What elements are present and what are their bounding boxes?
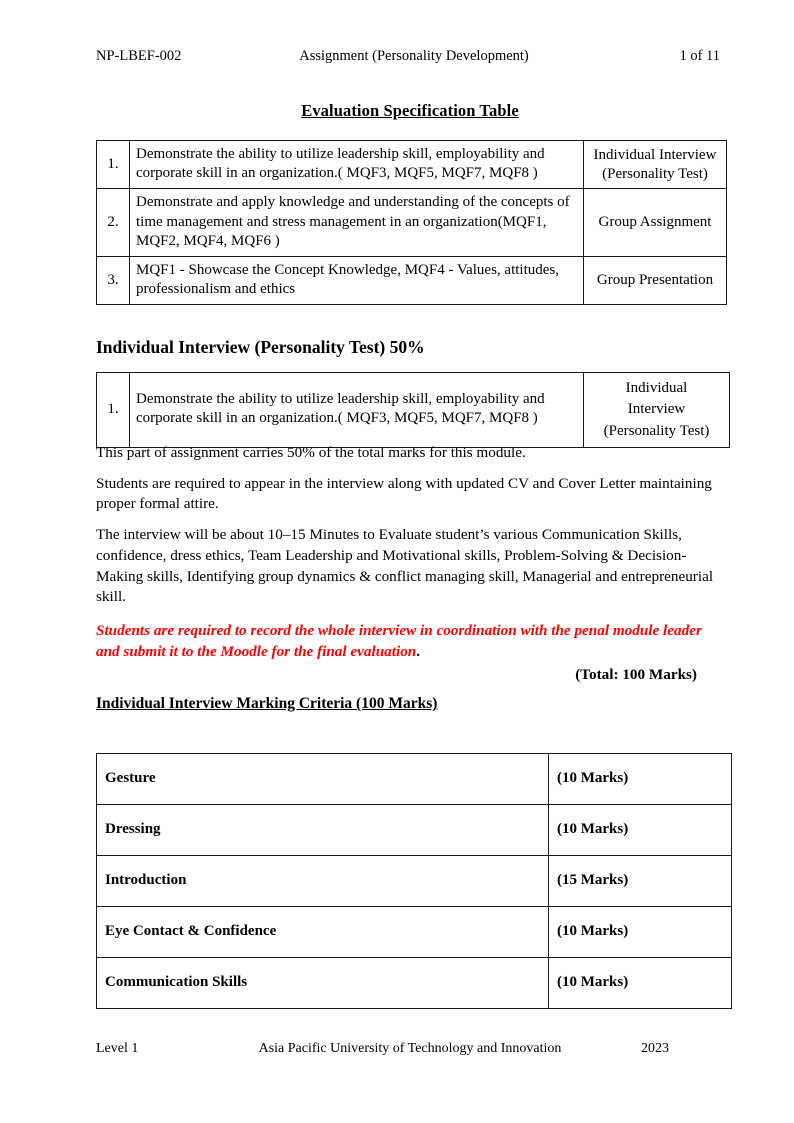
spec-row-number: 1. [97,141,130,189]
section-heading-individual-interview: Individual Interview (Personality Test) 50% [96,337,425,357]
spec-row-mode: Group Assignment [584,189,727,257]
header-title: Assignment (Personality Development) [299,48,529,64]
document-footer [96,1039,724,1059]
interview-row-description: Demonstrate the ability to utilize leadership skill, employability and corporate skill in an organization.( MQF3, MQF5, MQF7, MQF8 ) [130,373,584,448]
individual-interview-table [96,372,730,448]
criterion-marks: (15 Marks) [549,856,732,907]
table-row [97,907,732,958]
table-row [97,373,730,448]
spec-row-number: 3. [97,256,130,304]
spec-row-description: Demonstrate and apply knowledge and understanding of the concepts of time management and stress management in an organization(MQF1, MQF2, MQF4, MQF6 ) [130,189,584,257]
table-row [97,754,732,805]
table-row [97,189,727,257]
recording-note-text: Students are required to record the whole interview in coordination with the penal module leader and submit it to the Moodle for the final evaluation [96,621,702,660]
criterion-name: Eye Contact & Confidence [97,907,549,958]
interview-mode-line-1: Individual [625,380,688,396]
interview-mode-line-3: (Personality Test) [603,422,710,439]
spec-row-description: MQF1 - Showcase the Concept Knowledge, MQF4 - Values, attitudes, professionalism and ethics [130,256,584,304]
recording-note-period: . [416,642,421,660]
marking-criteria-heading: Individual Interview Marking Criteria (100 Marks) [96,695,438,712]
interview-mode-line-2: Interview [627,401,686,418]
evaluation-specification-table [96,140,727,305]
footer-year: 2023 [641,1041,669,1056]
document-header [96,46,724,66]
criterion-name: Dressing [97,805,549,856]
table-row [97,256,727,304]
footer-level: Level 1 [96,1041,139,1056]
criterion-name: Communication Skills [97,958,549,1009]
table-row [97,805,732,856]
page-title: Evaluation Specification Table [301,101,519,120]
spec-row-number: 2. [97,189,130,257]
criterion-marks: (10 Marks) [549,754,732,805]
footer-institution: Asia Pacific University of Technology and Innovation [258,1041,562,1056]
criterion-marks: (10 Marks) [549,958,732,1009]
table-row [97,141,727,189]
marking-criteria-table [96,753,732,1009]
header-page-indicator: 1 of 11 [679,48,720,64]
total-marks-line: (Total: 100 Marks) [575,666,697,683]
body-text-block [96,443,716,662]
spec-row-description: Demonstrate the ability to utilize leadership skill, employability and corporate skill in an organization.( MQF3, MQF5, MQF7, MQF8 ) [130,141,584,189]
criterion-name: Introduction [97,856,549,907]
spec-row-mode: Group Presentation [584,256,727,304]
criterion-marks: (10 Marks) [549,907,732,958]
header-doc-code: NP-LBEF-002 [96,48,182,64]
interview-row-number: 1. [97,373,130,448]
criterion-name: Gesture [97,754,549,805]
paragraph-recording-note [96,621,716,662]
criterion-marks: (10 Marks) [549,805,732,856]
spec-row-mode: Individual Interview (Personality Test) [584,141,727,189]
table-row [97,856,732,907]
table-row [97,958,732,1009]
paragraph-interview-details: The interview will be about 10–15 Minutes to Evaluate student’s various Communication Skills, confidence, dress ethics, Team Leadership and Motivational skills, Problem-Solving & Decision-Making skills, Identifying group dynamics & conflict managing skill, Managerial and entrepreneurial skill. [96,526,714,606]
paragraph-attire-requirement: Students are required to appear in the interview along with updated CV and Cover Letter maintaining proper formal attire. [96,474,712,513]
interview-row-mode [584,373,730,448]
paragraph-marks-weight: This part of assignment carries 50% of the total marks for this module. [96,444,526,461]
